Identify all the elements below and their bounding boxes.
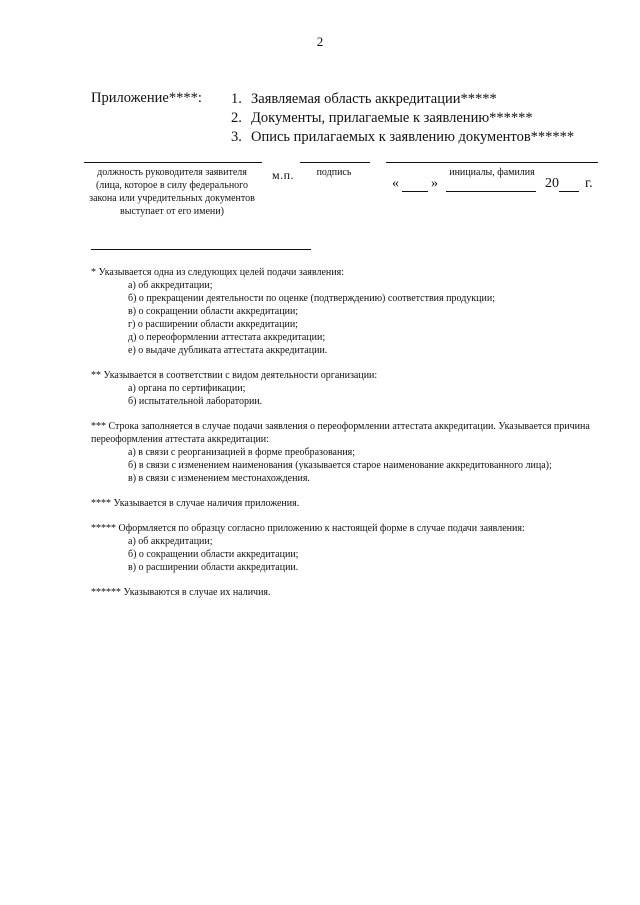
footnote-item: в) в связи с изменением местонахождения. [128, 473, 310, 484]
appendix-item [231, 128, 574, 147]
footnote-item: а) об аккредитации; [128, 536, 213, 547]
signature-caption: подпись [316, 167, 352, 178]
appendix-label: Приложение****: [91, 90, 202, 106]
appendix-item-number: 2. [231, 110, 242, 126]
stamp-label: м.п. [272, 168, 295, 182]
footnote-lead: * Указывается одна из следующих целей подачи заявления: [91, 267, 344, 278]
day-blank [402, 177, 428, 192]
footnote-lead: *** Строка заполняется в случае подачи заявления о переоформлении аттестата аккредитации. Указывается причина переоформления аттестата аккредитации: [91, 421, 590, 445]
footnote-item: а) в связи с реорганизацией в форме преобразования; [128, 447, 356, 458]
footnotes [91, 266, 601, 611]
footnote-item: в) о сокращении области аккредитации; [128, 306, 299, 317]
appendix-list [231, 90, 574, 147]
appendix-item [231, 90, 574, 109]
footnote-item: а) об аккредитации; [128, 280, 213, 291]
footnote [91, 420, 601, 485]
appendix-item-number: 3. [231, 129, 242, 145]
appendix-item-text: Документы, прилагаемые к заявлению****** [251, 110, 533, 126]
footnote [91, 497, 601, 510]
footnote-item: б) испытательной лаборатории. [128, 396, 263, 407]
footnote [91, 266, 601, 357]
year-prefix: 20 [545, 176, 559, 191]
footnote [91, 522, 601, 574]
footnote-lead: ** Указывается в соответствии с видом деятельности организации: [91, 370, 378, 381]
year-blank [559, 177, 579, 192]
position-caption: должность руководителя заявителя (лица, которое в силу федерального закона или учредительных документов выступает от его имени) [89, 167, 255, 217]
appendix-item-number: 1. [231, 91, 242, 107]
footnote [91, 369, 601, 408]
date-field [392, 176, 593, 192]
footnote-item: б) о сокращении области аккредитации; [128, 549, 299, 560]
footnote-item: б) о прекращении деятельности по оценке (подтверждению) соответствия продукции; [128, 293, 495, 304]
initials-caption: инициалы, фамилия [449, 167, 535, 178]
year-suffix: г. [585, 176, 593, 191]
appendix-item-text: Опись прилагаемых к заявлению документов****** [251, 129, 575, 145]
footnote-lead: ***** Оформляется по образцу согласно приложению к настоящей форме в случае подачи заявления: [91, 523, 525, 534]
footnote-lead: **** Указывается в случае наличия приложения. [91, 498, 300, 509]
footnote-item: г) о расширении области аккредитации; [128, 319, 298, 330]
signature-line [300, 162, 370, 163]
footnote-item: а) органа по сертификации; [128, 383, 246, 394]
footnote [91, 586, 601, 599]
footnote-separator [91, 249, 311, 250]
appendix-item-text: Заявляемая область аккредитации***** [251, 91, 497, 107]
appendix-item [231, 109, 574, 128]
footnote-lead: ****** Указываются в случае их наличия. [91, 587, 271, 598]
month-blank [446, 177, 536, 192]
footnote-item: д) о переоформлении аттестата аккредитации; [128, 332, 326, 343]
footnote-item: е) о выдаче дубликата аттестата аккредитации. [128, 345, 328, 356]
footnote-item: б) в связи с изменением наименования (указывается старое наименование аккредитованного лица); [128, 460, 552, 471]
date-open-quote: « [392, 176, 399, 191]
initials-line [386, 162, 598, 163]
position-signature-line [84, 162, 262, 163]
date-close-quote: » [431, 176, 438, 191]
page-number: 2 [316, 34, 324, 49]
footnote-item: в) о расширении области аккредитации. [128, 562, 299, 573]
